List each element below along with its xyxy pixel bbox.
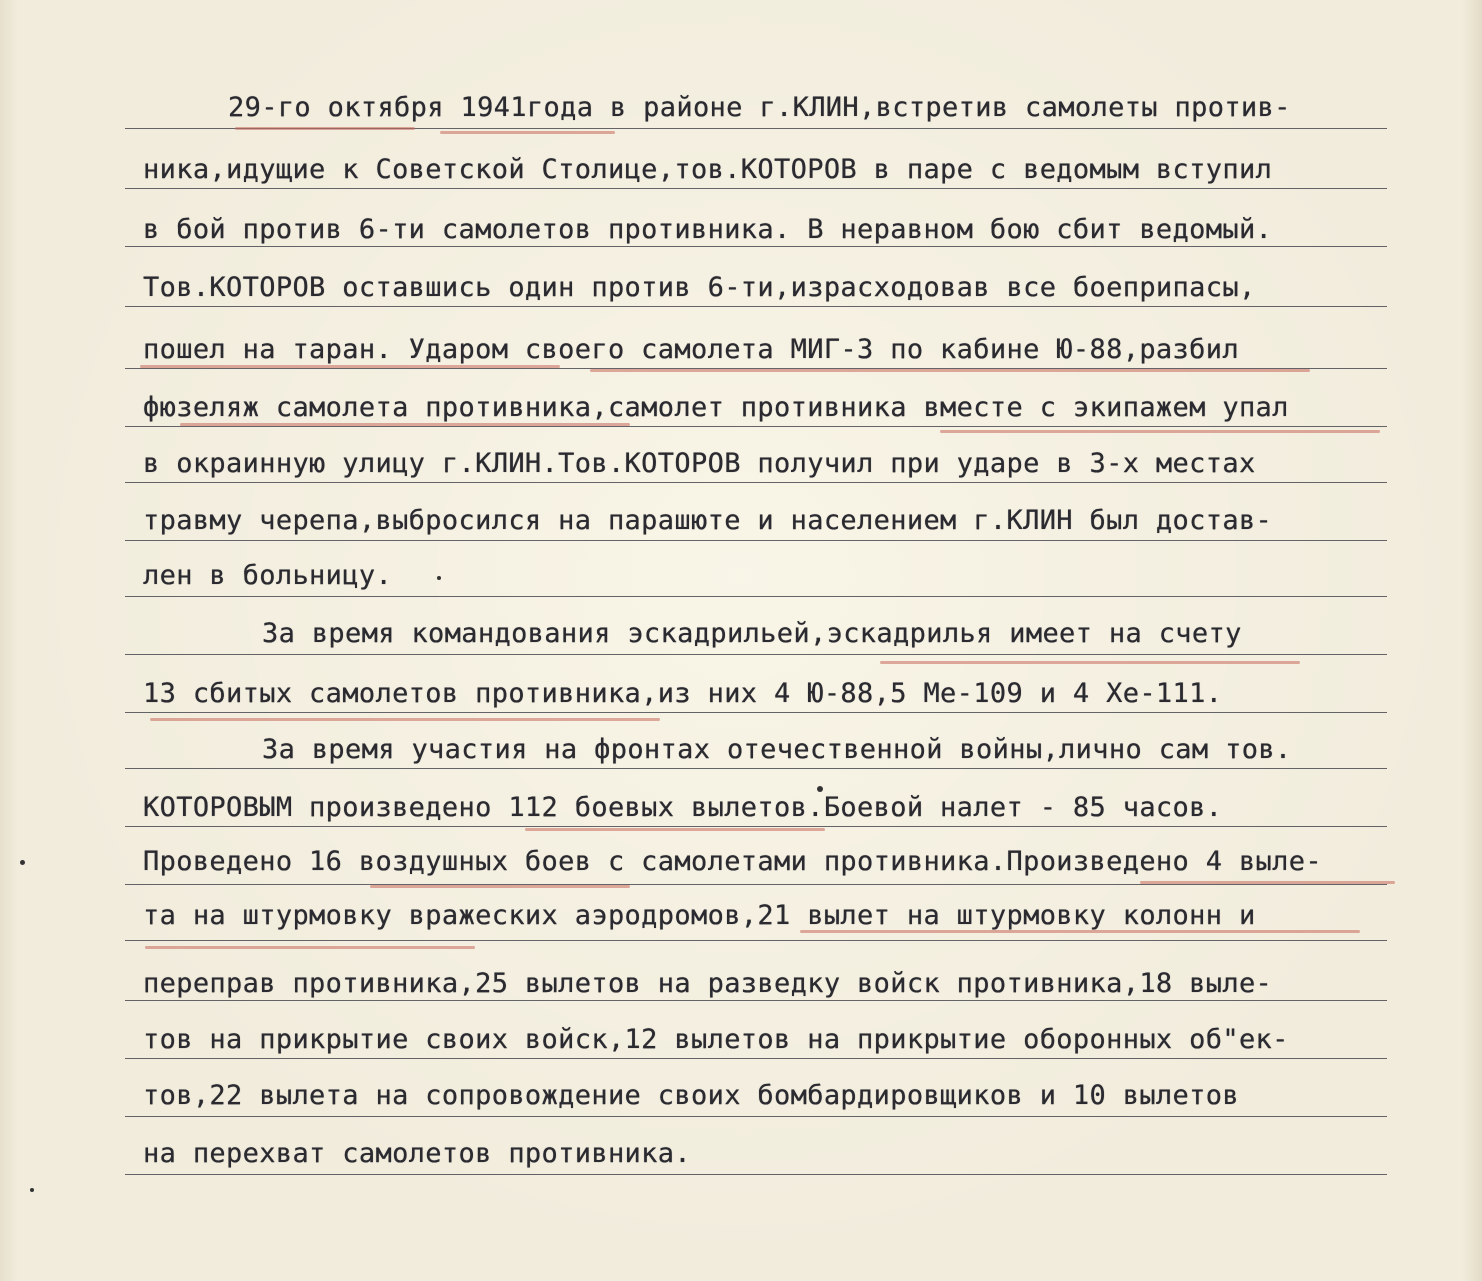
ink-speck: [30, 1188, 34, 1192]
red-underline-mark: [940, 430, 1380, 433]
ruled-line: [125, 712, 1387, 713]
text-line: в бой против 6-ти самолетов противника. В неравном бою сбит ведомый.: [143, 214, 1273, 245]
text-line: пошел на таран. Ударом своего самолета МИГ-3 по кабине Ю-88,разбил: [143, 334, 1239, 365]
text-line: та на штурмовку вражеских аэродромов,21 вылет на штурмовку колонн и: [143, 900, 1256, 931]
text-line: в окраинную улицу г.КЛИН.Тов.КОТОРОВ получил при ударе в 3-х местах: [143, 448, 1256, 479]
ruled-line: [125, 1058, 1387, 1059]
red-underline-mark: [235, 127, 415, 130]
red-underline-mark: [1140, 881, 1395, 884]
ruled-line: [125, 1000, 1387, 1001]
ink-speck: [437, 576, 441, 580]
text-line: Проведено 16 воздушных боев с самолетами противника.Произведено 4 выле-: [143, 846, 1322, 877]
ruled-line: [125, 826, 1387, 827]
text-line: 29-го октября 1941года в районе г.КЛИН,встретив самолеты против-: [228, 92, 1291, 123]
ruled-line: [125, 768, 1387, 769]
text-line: За время участия на фронтах отечественной войны,лично сам тов.: [262, 734, 1292, 765]
red-underline-mark: [880, 661, 1300, 664]
red-underline-mark: [370, 885, 630, 888]
ruled-line: [125, 540, 1387, 541]
ruled-line: [125, 482, 1387, 483]
ruled-line: [125, 426, 1387, 427]
ruled-line: [125, 246, 1387, 247]
text-line: тов,22 вылета на сопровождение своих бомбардировщиков и 10 вылетов: [143, 1080, 1239, 1111]
text-line: фюзеляж самолета противника,самолет противника вместе с экипажем упал: [143, 392, 1289, 423]
ink-speck: [817, 786, 823, 792]
text-line: ника,идущие к Советской Столице,тов.КОТОРОВ в паре с ведомым вступил: [143, 154, 1273, 185]
ruled-line: [125, 1116, 1387, 1117]
text-line: Тов.КОТОРОВ оставшись один против 6-ти,израсходовав все боеприпасы,: [143, 272, 1256, 303]
red-underline-mark: [525, 828, 825, 831]
text-line: лен в больницу.: [143, 560, 393, 591]
text-line: тов на прикрытие своих войск,12 вылетов на прикрытие оборонных об"ек-: [143, 1024, 1289, 1055]
ink-speck: [20, 860, 25, 865]
text-line: переправ противника,25 вылетов на разведку войск противника,18 выле-: [143, 968, 1273, 999]
red-underline-mark: [145, 946, 475, 949]
ruled-line: [125, 654, 1387, 655]
ruled-line: [125, 940, 1387, 941]
ruled-line: [125, 596, 1387, 597]
text-line: За время командования эскадрильей,эскадрилья имеет на счету: [262, 618, 1242, 649]
text-line: КОТОРОВЫМ произведено 112 боевых вылетов.Боевой налет - 85 часов.: [143, 792, 1223, 823]
red-underline-mark: [150, 718, 660, 721]
ruled-line: [125, 1174, 1387, 1175]
ruled-line: [125, 306, 1387, 307]
text-line: травму черепа,выбросился на парашюте и населением г.КЛИН был достав-: [143, 505, 1273, 536]
red-underline-mark: [590, 369, 1310, 372]
text-line: на перехват самолетов противника.: [143, 1138, 691, 1169]
ruled-line: [125, 884, 1387, 885]
red-underline-mark: [440, 131, 615, 134]
text-line: 13 сбитых самолетов противника,из них 4 Ю-88,5 Ме-109 и 4 Хе-111.: [143, 678, 1223, 709]
ruled-line: [125, 188, 1387, 189]
